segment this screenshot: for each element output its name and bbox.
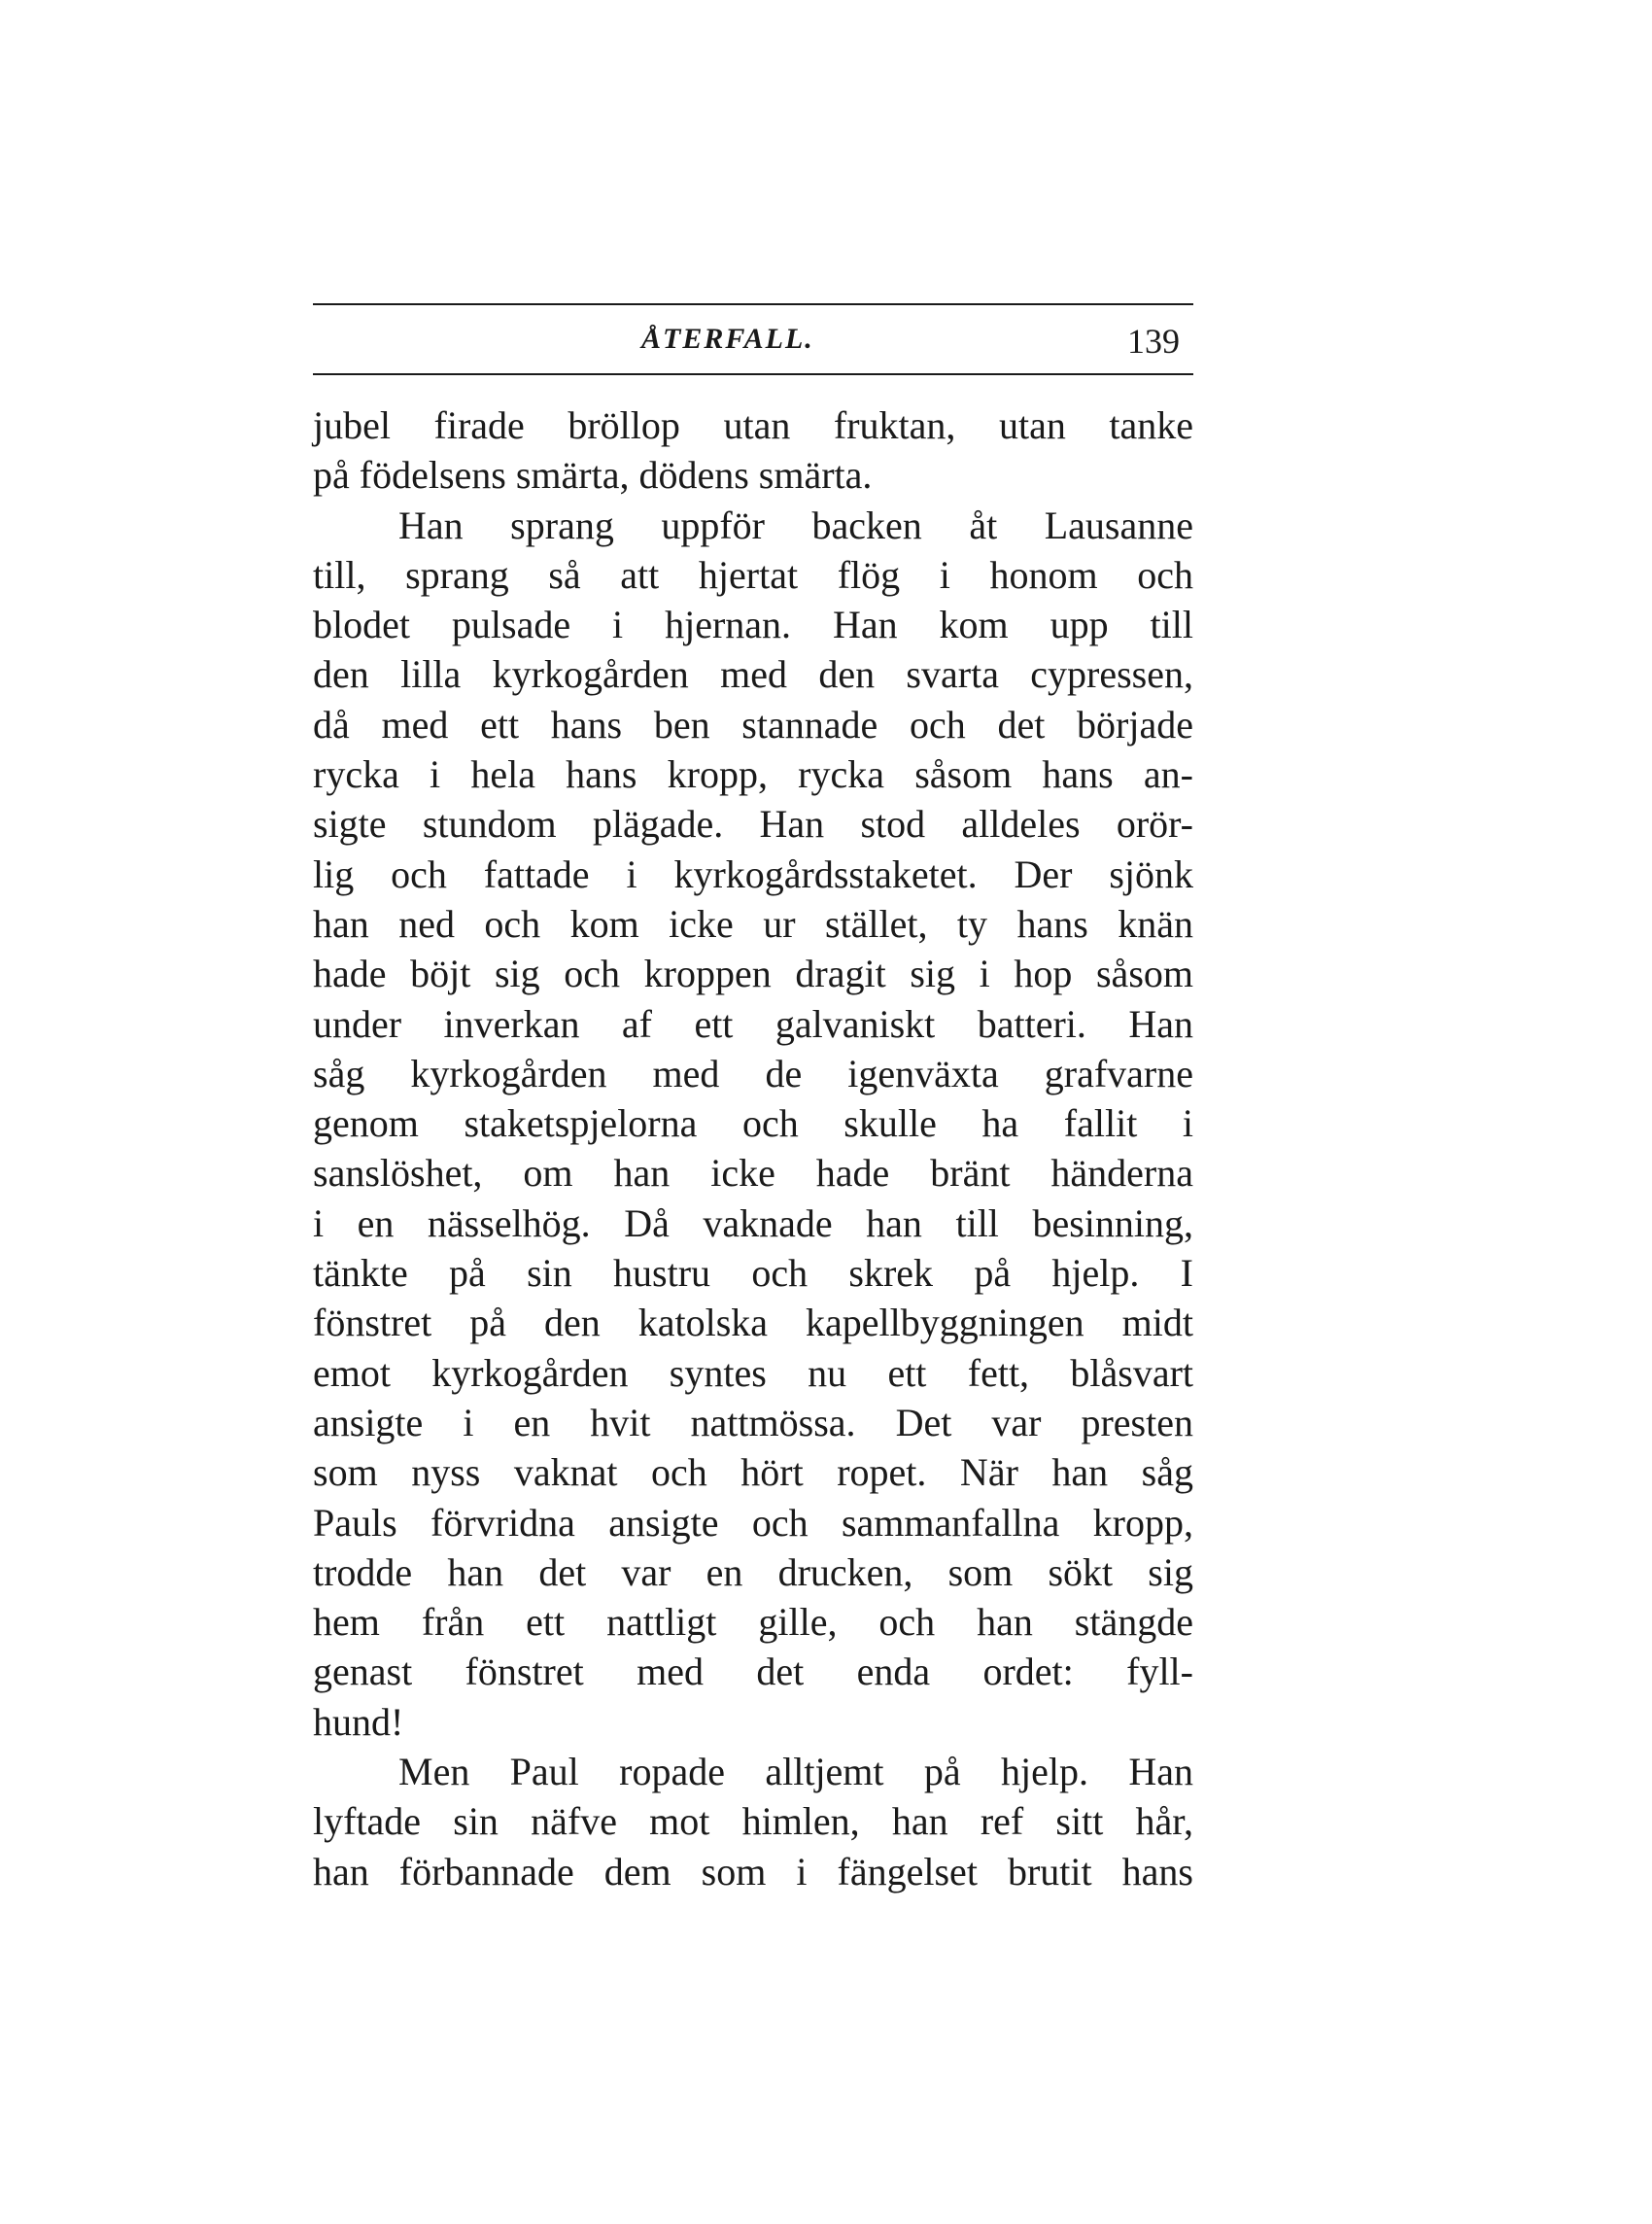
text-line: den lilla kyrkogården med den svarta cypressen, bbox=[313, 652, 1193, 697]
text-line: sigte stundom plägade. Han stod alldeles orör- bbox=[313, 802, 1193, 847]
text-line: i en nässelhög. Då vaknade han till besinning, bbox=[313, 1200, 1193, 1245]
text-line: trodde han det var en drucken, som sökt sig bbox=[313, 1549, 1193, 1594]
text-line: då med ett hans ben stannade och det började bbox=[313, 702, 1193, 747]
page-number: 139 bbox=[1127, 322, 1180, 361]
text-line: han ned och kom icke ur stället, ty hans knän bbox=[313, 901, 1193, 946]
running-title: ÅTERFALL. bbox=[641, 323, 814, 355]
text-line: lig och fattade i kyrkogårdsstaketet. Der sjönk bbox=[313, 851, 1193, 896]
text-line: genom staketspjelorna och skulle ha fallit i bbox=[313, 1101, 1193, 1146]
text-line: under inverkan af ett galvaniskt batteri. Han bbox=[313, 1001, 1193, 1046]
text-line: Pauls förvridna ansigte och sammanfallna kropp, bbox=[313, 1500, 1193, 1545]
text-line: tänkte på sin hustru och skrek på hjelp. I bbox=[313, 1251, 1193, 1296]
text-line: emot kyrkogården syntes nu ett fett, blåsvart bbox=[313, 1350, 1193, 1395]
text-line: på födelsens smärta, dödens smärta. bbox=[313, 453, 873, 498]
text-line: Men Paul ropade alltjemt på hjelp. Han bbox=[398, 1750, 1193, 1794]
text-line: till, sprang så att hjertat flög i honom och bbox=[313, 552, 1193, 597]
header-rule-bottom bbox=[313, 373, 1193, 375]
header-rule-top bbox=[313, 303, 1193, 305]
text-line: Han sprang uppför backen åt Lausanne bbox=[398, 503, 1193, 547]
text-line: hade böjt sig och kroppen dragit sig i hop såsom bbox=[313, 952, 1193, 996]
body-text bbox=[313, 400, 1193, 1896]
text-line: ansigte i en hvit nattmössa. Det var presten bbox=[313, 1400, 1193, 1444]
text-line: som nyss vaknat och hört ropet. När han såg bbox=[313, 1450, 1193, 1495]
text-line: han förbannade dem som i fängelset brutit hans bbox=[313, 1849, 1193, 1894]
text-line: fönstret på den katolska kapellbyggningen midt bbox=[313, 1301, 1193, 1345]
text-line: genast fönstret med det enda ordet: fyll- bbox=[313, 1650, 1193, 1694]
text-line: såg kyrkogården med de igenväxta grafvarne bbox=[313, 1051, 1193, 1095]
text-line: hund! bbox=[313, 1699, 404, 1744]
text-line: lyftade sin näfve mot himlen, han ref sitt hår, bbox=[313, 1799, 1193, 1844]
text-line: blodet pulsade i hjernan. Han kom upp till bbox=[313, 603, 1193, 647]
text-line: hem från ett nattligt gille, och han stängde bbox=[313, 1600, 1193, 1645]
text-line: rycka i hela hans kropp, rycka såsom hans an- bbox=[313, 752, 1193, 797]
text-line: sanslöshet, om han icke hade bränt händerna bbox=[313, 1151, 1193, 1196]
text-line: jubel firade bröllop utan fruktan, utan tanke bbox=[313, 403, 1193, 447]
